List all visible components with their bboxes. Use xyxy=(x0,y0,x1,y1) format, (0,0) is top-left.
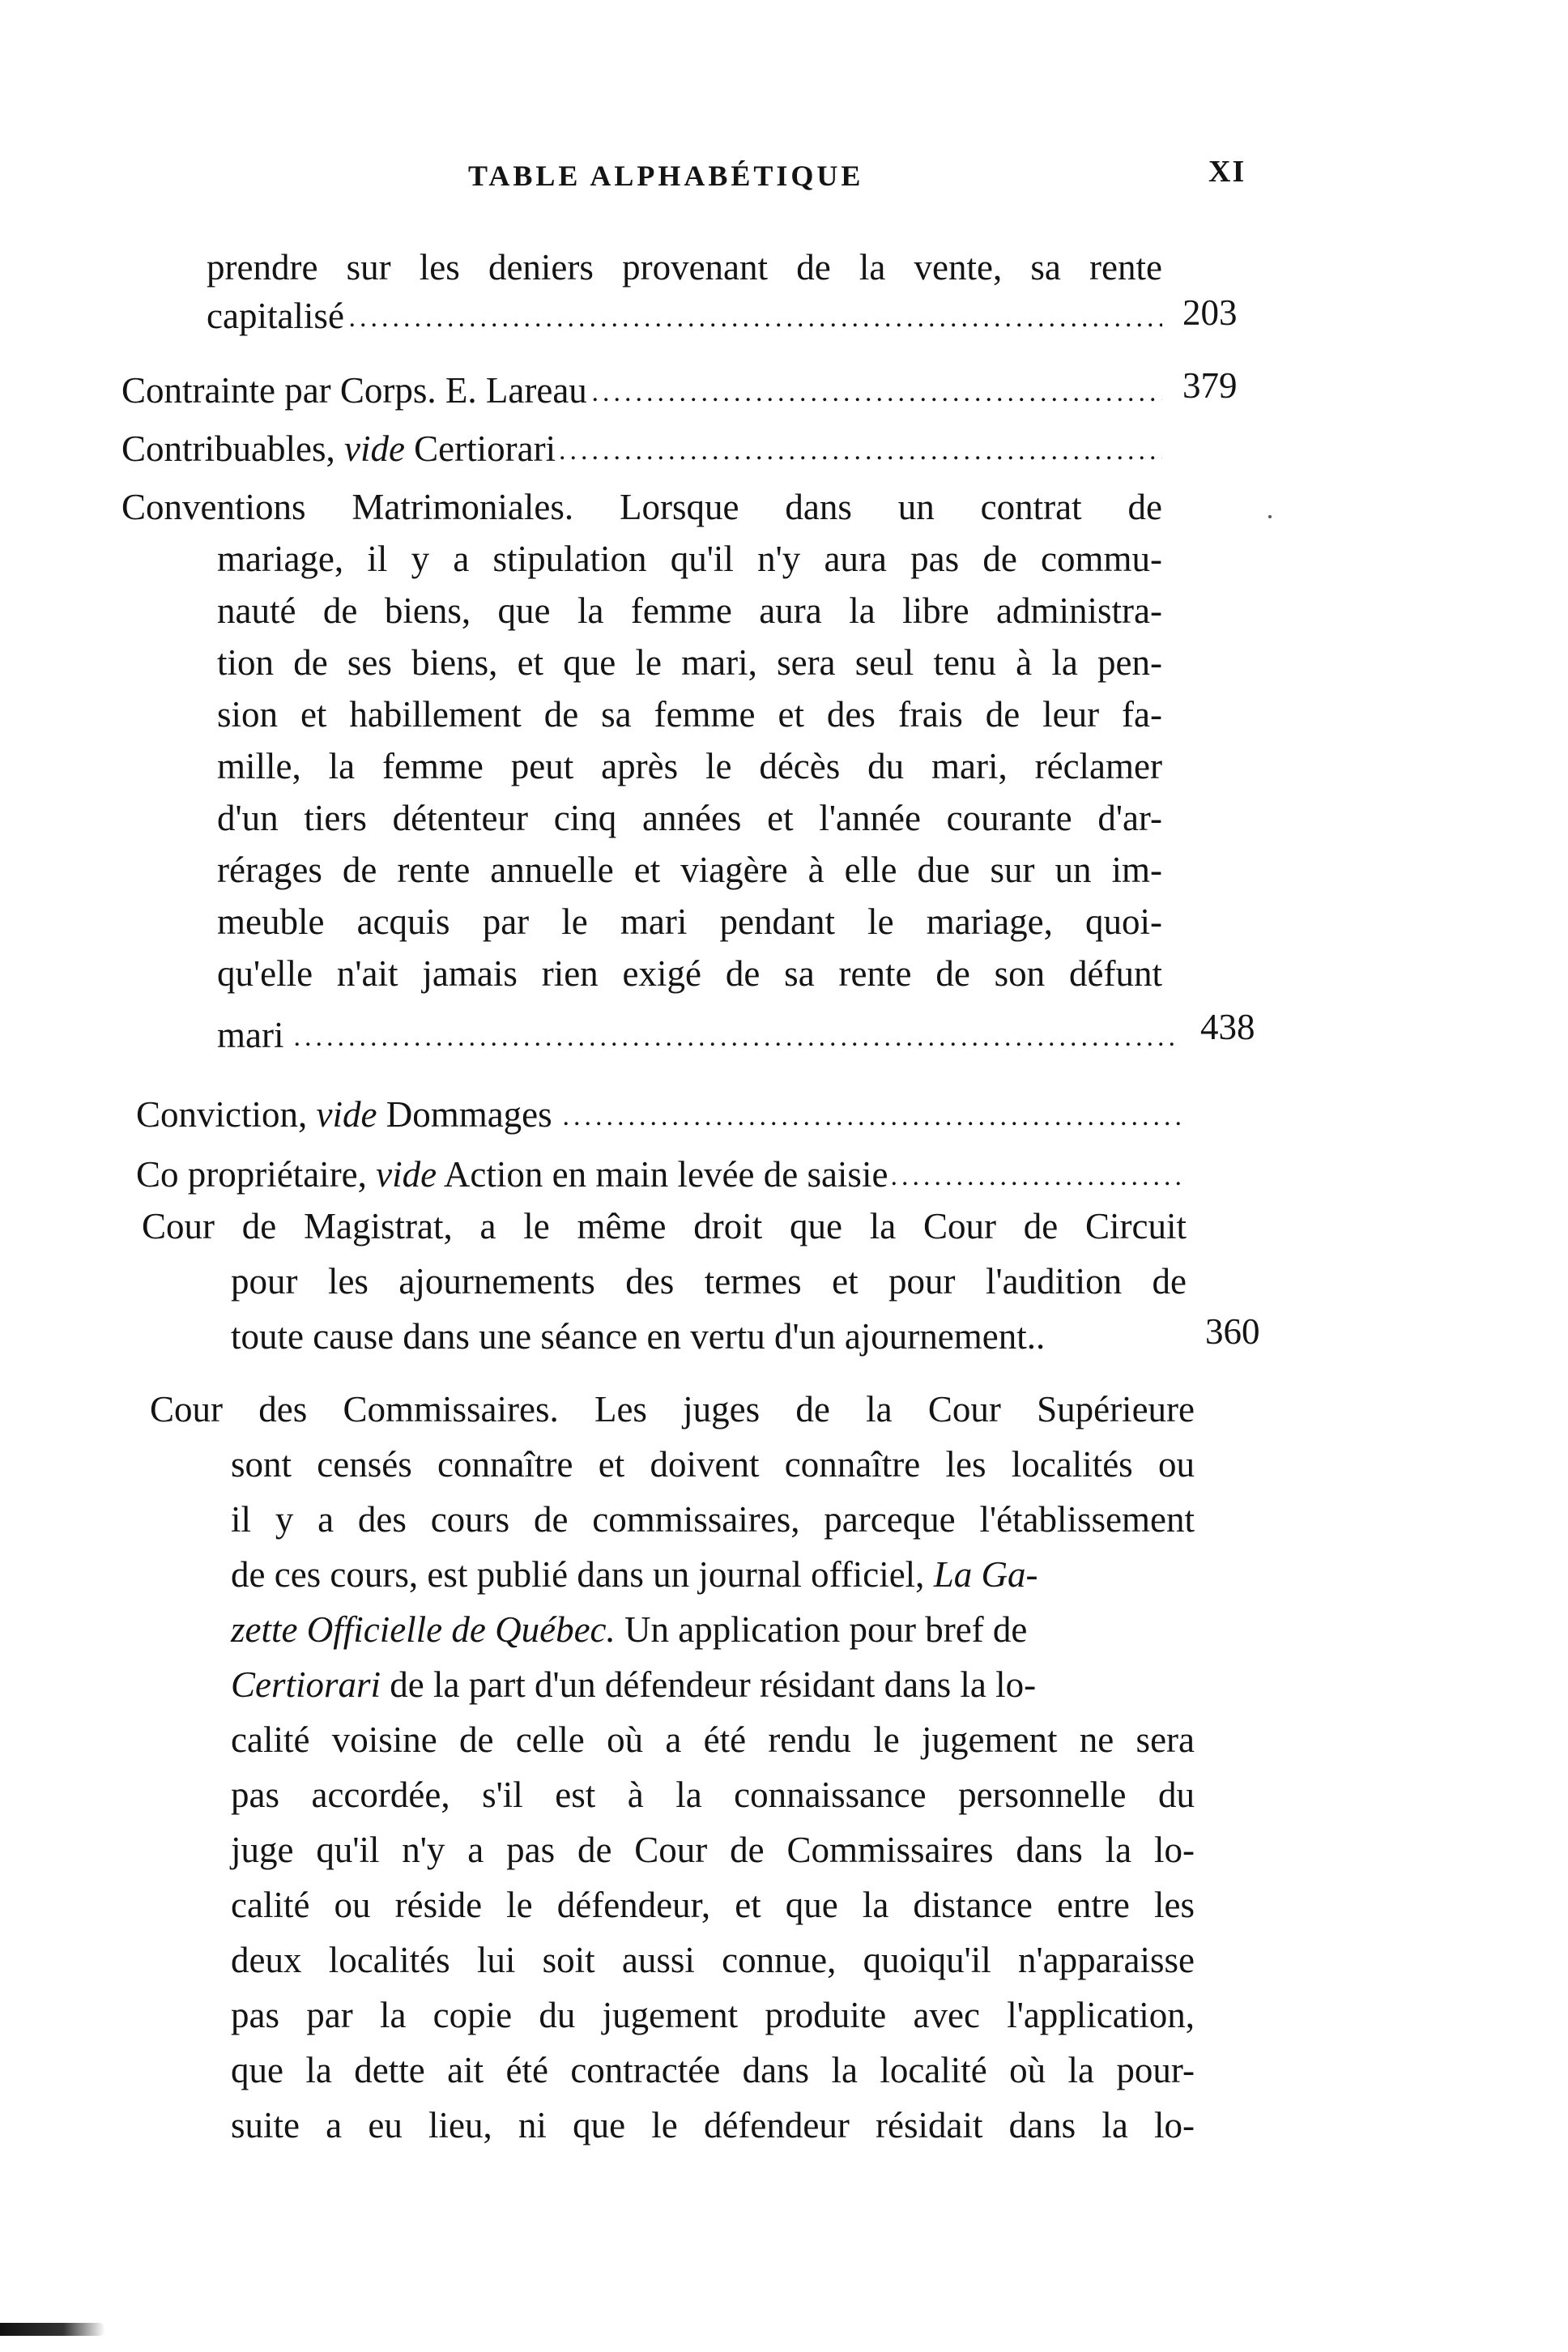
entry-commissaires-line-2: sont censés connaître et doivent connaître les localités ou xyxy=(231,1444,1195,1485)
vide-italic: vide xyxy=(316,1094,377,1135)
entry-conventions-leader xyxy=(217,1011,1177,1059)
entry-conventions-line-10: qu'elle n'ait jamais rien exigé de sa rente de son défunt xyxy=(217,953,1162,994)
entry-commissaires-line-14: suite a eu lieu, ni que le défendeur résidait dans la lo- xyxy=(231,2105,1195,2145)
entry-conviction xyxy=(136,1090,1181,1139)
page-ref-379: 379 xyxy=(1182,365,1238,406)
entry-contribuables xyxy=(121,424,1162,473)
text-span: de la part d'un défendeur résidant dans la lo- xyxy=(381,1664,1037,1705)
entry-commissaires-line-10: calité ou réside le défendeur, et que la distance entre les xyxy=(231,1885,1195,1925)
entry-conventions-line-4: tion de ses biens, et que le mari, sera seul tenu à la pen- xyxy=(217,642,1162,683)
entry-commissaires-line-1: Cour des Commissaires. Les juges de la Cour Supérieure xyxy=(150,1389,1195,1430)
entry-commissaires-line-4 xyxy=(231,1550,1038,1599)
entry-commissaires-line-8: pas accordée, s'il est à la connaissance personnelle du xyxy=(231,1775,1195,1815)
entry-conviction-text xyxy=(136,1090,557,1139)
entry-head: Co propriétaire, xyxy=(136,1154,377,1195)
entry-continuation-text: capitalisé xyxy=(207,292,349,340)
entry-conventions-line-3: nauté de biens, que la femme aura la libre administra- xyxy=(217,590,1162,631)
entry-magistrat-line-2: pour les ajournements des termes et pour l'audition de xyxy=(231,1261,1187,1302)
entry-commissaires-line-3: il y a des cours de commissaires, parceque l'établissement xyxy=(231,1499,1195,1540)
entry-conventions-line-9: meuble acquis par le mari pendant le mariage, quoi- xyxy=(217,901,1162,942)
entry-head: Contribuables, xyxy=(121,428,344,469)
entry-head: Conviction, xyxy=(136,1094,317,1135)
entry-magistrat-line-1: Cour de Magistrat, a le même droit que la Cour de Circuit xyxy=(142,1206,1187,1246)
entry-conventions-line-1: Conventions Matrimoniales. Lorsque dans un contrat de xyxy=(121,487,1162,527)
running-header xyxy=(0,155,1568,207)
entry-continuation-leader xyxy=(207,292,1162,340)
entry-contribuables-text xyxy=(121,424,560,473)
entry-conventions-last: mari xyxy=(217,1011,288,1059)
entry-commissaires-line-5 xyxy=(231,1605,1027,1654)
scan-edge-mark xyxy=(0,2323,105,2336)
entry-contrainte-text: Contrainte par Corps. E. Lareau xyxy=(121,366,592,415)
dot-leader xyxy=(217,1011,1177,1064)
entry-commissaires-line-6 xyxy=(231,1660,1036,1709)
header-title: TABLE ALPHABÉTIQUE xyxy=(468,160,864,192)
entry-conventions-line-7: d'un tiers détenteur cinq années et l'année courante d'ar- xyxy=(217,798,1162,838)
header-page-number: XI xyxy=(1208,155,1246,189)
entry-tail: Dommages xyxy=(377,1094,552,1135)
entry-conventions-line-2: mariage, il y a stipulation qu'il n'y aura pas de commu- xyxy=(217,539,1162,579)
scan-speck xyxy=(1268,515,1272,518)
italic-span: La Ga- xyxy=(933,1554,1038,1595)
entry-conventions-line-8: rérages de rente annuelle et viagère à elle due sur un im- xyxy=(217,850,1162,890)
entry-coproprietaire xyxy=(136,1150,1181,1199)
entry-commissaires-line-7: calité voisine de celle où a été rendu le jugement ne sera xyxy=(231,1719,1195,1760)
italic-span: zette Officielle de Québec. xyxy=(231,1609,616,1650)
vide-italic: vide xyxy=(376,1154,437,1195)
text-span: de ces cours, est publié dans un journal officiel, xyxy=(231,1554,934,1595)
entry-contrainte xyxy=(121,366,1162,415)
entry-continuation-line: prendre sur les deniers provenant de la vente, sa rente xyxy=(207,247,1162,288)
entry-magistrat-line-3: toute cause dans une séance en vertu d'un ajournement.. xyxy=(231,1316,1046,1357)
entry-tail: Action en main levée de saisie xyxy=(437,1154,888,1195)
entry-commissaires-line-11: deux localités lui soit aussi connue, quoiqu'il n'apparaisse xyxy=(231,1940,1195,1980)
page-ref-203: 203 xyxy=(1182,292,1238,333)
entry-coproprietaire-text xyxy=(136,1150,893,1199)
italic-span: Certiorari xyxy=(231,1664,381,1705)
vide-italic: vide xyxy=(343,428,405,469)
page-ref-360: 360 xyxy=(1205,1311,1260,1352)
dot-leader xyxy=(207,292,1162,345)
page-ref-438: 438 xyxy=(1200,1007,1255,1047)
entry-commissaires-line-12: pas par la copie du jugement produite avec l'application, xyxy=(231,1995,1195,2035)
entry-commissaires-line-13: que la dette ait été contractée dans la localité où la pour- xyxy=(231,2050,1195,2090)
entry-conventions-line-5: sion et habillement de sa femme et des frais de leur fa- xyxy=(217,694,1162,735)
text-span: Un application pour bref de xyxy=(615,1609,1028,1650)
entry-conventions-line-6: mille, la femme peut après le décès du mari, réclamer xyxy=(217,746,1162,786)
entry-tail: Certiorari xyxy=(404,428,556,469)
entry-commissaires-line-9: juge qu'il n'y a pas de Cour de Commissaires dans la lo- xyxy=(231,1830,1195,1870)
